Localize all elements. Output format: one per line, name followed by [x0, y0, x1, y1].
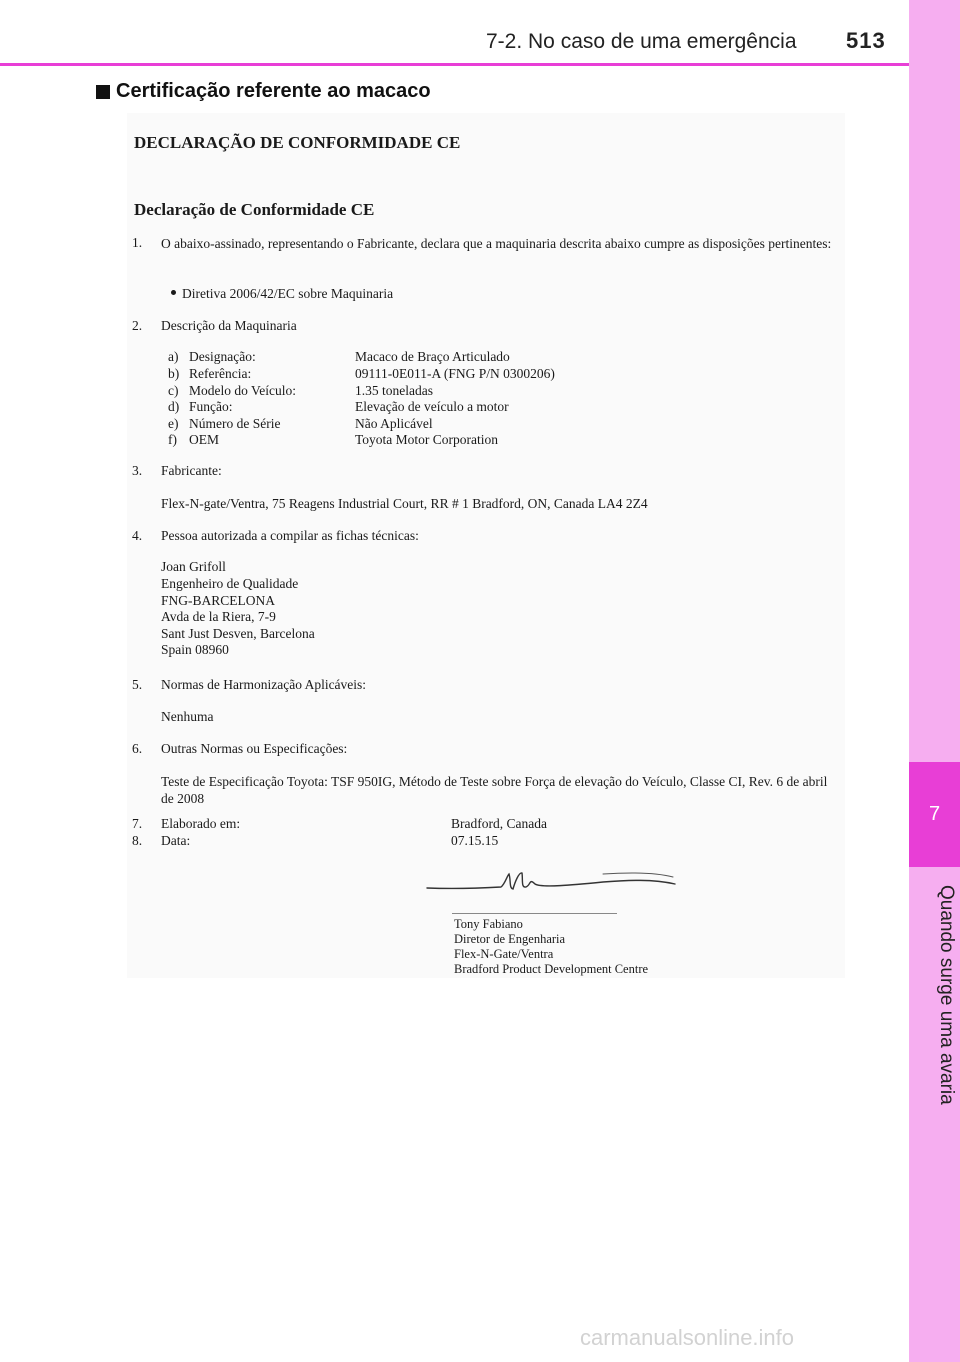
- item-6-detail: Teste de Especificação Toyota: TSF 950IG, Método de Teste sobre Força de elevação do Veículo, Classe CI, Rev. 6 de abril de 2008: [161, 774, 828, 806]
- item-4-line: Spain 08960: [161, 642, 229, 657]
- bullet-dot-icon: [171, 290, 176, 295]
- chapter-number-box: [909, 762, 960, 867]
- header-rule: [0, 63, 909, 66]
- spec-row: c) Modelo do Veículo: 1.35 toneladas: [168, 383, 433, 398]
- item-1-bullet: [171, 286, 393, 302]
- item-1-number: 1.: [132, 235, 143, 250]
- spec-row: e) Número de Série Não Aplicável: [168, 416, 433, 431]
- square-bullet-icon: [96, 85, 110, 99]
- watermark-text: carmanualsonline.info: [580, 1325, 795, 1350]
- page-number: 513: [846, 28, 886, 53]
- item-8-label: Data:: [161, 833, 191, 848]
- spec-row: f) OEM Toyota Motor Corporation: [168, 432, 499, 447]
- signatory-line: Flex-N-Gate/Ventra: [454, 947, 554, 961]
- spec-row: b) Referência: 09111-0E011-A (FNG P/N 0300206): [168, 366, 555, 381]
- item-4-number: 4.: [132, 528, 143, 543]
- item-1-text: O abaixo-assinado, representando o Fabricante, declara que a maquinaria descrita abaixo cumpre as disposições pertinentes:: [161, 236, 832, 251]
- item-4-line: Joan Grifoll: [161, 559, 226, 574]
- item-7-value: Bradford, Canada: [451, 816, 547, 831]
- item-3-number: 3.: [132, 463, 143, 478]
- section-heading: [96, 80, 431, 103]
- chapter-number: 7: [928, 803, 941, 825]
- chapter-title-vertical: Quando surge uma avaria: [936, 885, 957, 1105]
- signatory-line: Diretor de Engenharia: [454, 932, 566, 946]
- section-heading-text: Certificação referente ao macaco: [116, 80, 431, 102]
- spec-row: a) Designação: Macaco de Braço Articulado: [168, 349, 510, 364]
- doc-title: DECLARAÇÃO DE CONFORMIDADE CE: [134, 133, 461, 152]
- item-4-text: Pessoa autorizada a compilar as fichas técnicas:: [161, 528, 419, 543]
- item-8-number: 8.: [132, 833, 143, 848]
- item-4-line: FNG-BARCELONA: [161, 593, 276, 608]
- item-4-line: Engenheiro de Qualidade: [161, 576, 299, 591]
- spec-row: d) Função: Elevação de veículo a motor: [168, 399, 509, 414]
- item-8-value: 07.15.15: [451, 833, 499, 848]
- item-4-line: Avda de la Riera, 7-9: [161, 609, 276, 624]
- doc-subtitle: Declaração de Conformidade CE: [134, 200, 375, 219]
- item-5-detail: Nenhuma: [161, 709, 214, 724]
- item-5-number: 5.: [132, 677, 143, 692]
- item-6-text: Outras Normas ou Especificações:: [161, 741, 348, 756]
- chapter-side-tab: [909, 0, 960, 1362]
- item-2-number: 2.: [132, 318, 143, 333]
- signature-image: [423, 858, 683, 903]
- declaration-document: [127, 113, 845, 978]
- signature-rule: [452, 913, 617, 914]
- item-1-bullet-text: Diretiva 2006/42/EC sobre Maquinaria: [182, 286, 394, 301]
- signatory-line: Bradford Product Development Centre: [454, 962, 649, 976]
- item-6-number: 6.: [132, 741, 143, 756]
- item-4-line: Sant Just Desven, Barcelona: [161, 626, 315, 641]
- item-3-text: Fabricante:: [161, 463, 222, 478]
- running-header-title: 7-2. No caso de uma emergência: [486, 30, 797, 53]
- item-7-label: Elaborado em:: [161, 816, 241, 831]
- item-2-text: Descrição da Maquinaria: [161, 318, 297, 333]
- item-3-detail: Flex-N-gate/Ventra, 75 Reagens Industrial Court, RR # 1 Bradford, ON, Canada LA4 2Z4: [161, 496, 648, 511]
- item-5-text: Normas de Harmonização Aplicáveis:: [161, 677, 367, 692]
- signatory-line: Tony Fabiano: [454, 917, 523, 931]
- item-7-number: 7.: [132, 816, 143, 831]
